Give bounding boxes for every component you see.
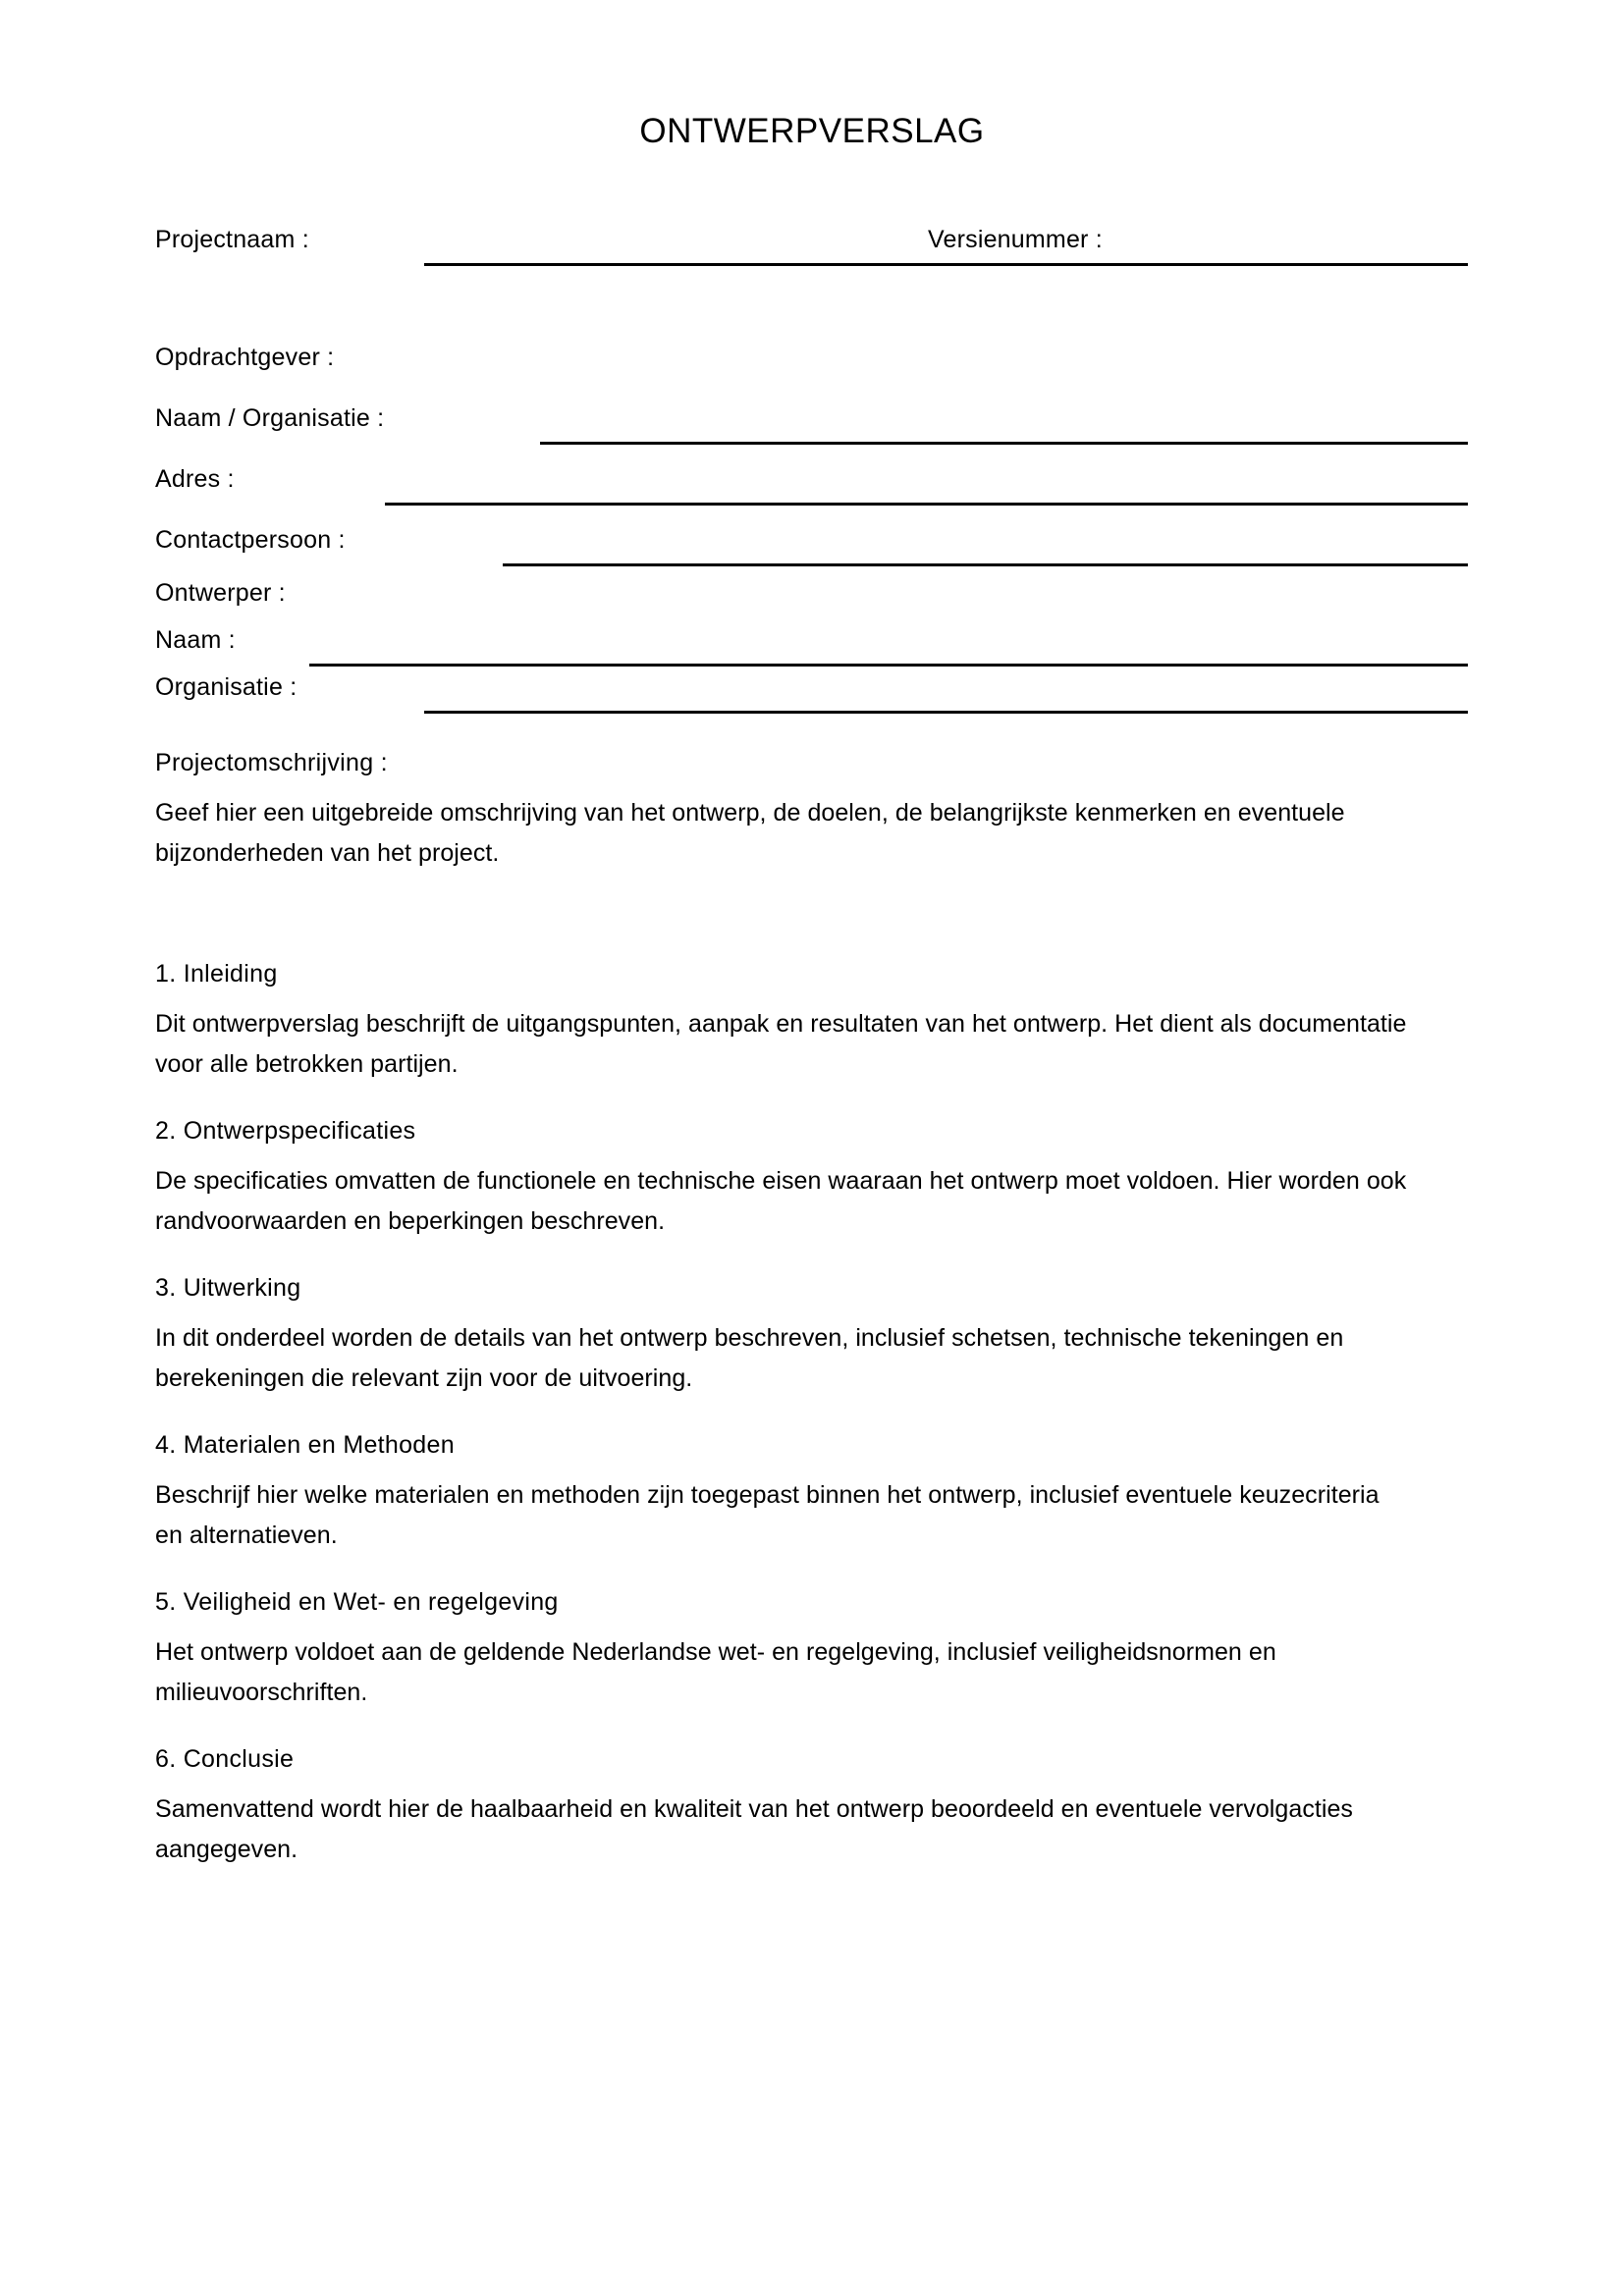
field-row-designer-organisation bbox=[155, 671, 1471, 717]
designer-organisation-label: Organisatie : bbox=[155, 673, 298, 701]
section-heading: 5. Veiligheid en Wet- en regelgeving bbox=[155, 1588, 559, 1616]
section-body: Beschrijf hier welke materialen en methoden zijn toegepast binnen het ontwerp, inclusief eventuele keuzecriteria en alternatieven. bbox=[155, 1481, 1380, 1549]
section-heading: 4. Materialen en Methoden bbox=[155, 1431, 455, 1459]
designer-section-heading: Ontwerper : bbox=[155, 579, 286, 607]
section-heading: 3. Uitwerking bbox=[155, 1274, 301, 1302]
section-body: In dit onderdeel worden de details van het ontwerp beschreven, inclusief schetsen, technische tekeningen en berekeningen die relevant zijn voor de uitvoering. bbox=[155, 1324, 1344, 1392]
project-name-label: Projectnaam : bbox=[155, 226, 309, 253]
section-heading: 1. Inleiding bbox=[155, 960, 278, 988]
version-number-label: Versienummer : bbox=[928, 226, 1103, 253]
project-description-block bbox=[155, 746, 1461, 874]
section-body: Samenvattend wordt hier de haalbaarheid en kwaliteit van het ontwerp beoordeeld en eventuele vervolgacties aangegeven. bbox=[155, 1795, 1353, 1863]
designer-organisation-input-rule[interactable] bbox=[424, 711, 1468, 714]
field-row-designer-name bbox=[155, 624, 1471, 669]
project-description-body: Geef hier een uitgebreide omschrijving van het ontwerp, de doelen, de belangrijkste kenmerken en eventuele bijzonderheden van het project. bbox=[155, 799, 1345, 867]
section-materialen-en-methoden bbox=[155, 1428, 1461, 1556]
field-row-client-name bbox=[155, 402, 1471, 448]
section-heading: 6. Conclusie bbox=[155, 1745, 295, 1773]
section-body: Het ontwerp voldoet aan de geldende Nederlandse wet- en regelgeving, inclusief veiligheidsnormen en milieuvoorschriften. bbox=[155, 1638, 1276, 1706]
client-section-heading: Opdrachtgever : bbox=[155, 344, 335, 371]
client-name-label: Naam / Organisatie : bbox=[155, 404, 385, 432]
section-uitwerking bbox=[155, 1271, 1461, 1399]
client-address-input-rule[interactable] bbox=[385, 503, 1468, 506]
designer-section-heading-row bbox=[155, 577, 1471, 622]
field-row-client-contact bbox=[155, 524, 1471, 569]
field-row-client-address bbox=[155, 463, 1471, 508]
designer-name-input-rule[interactable] bbox=[309, 664, 1468, 667]
client-section-heading-row bbox=[155, 342, 1471, 387]
section-veiligheid-en-regelgeving bbox=[155, 1585, 1461, 1713]
client-address-label: Adres : bbox=[155, 465, 235, 493]
client-contact-input-rule[interactable] bbox=[503, 563, 1468, 566]
project-name-input-rule[interactable] bbox=[424, 263, 1468, 266]
section-body: De specificaties omvatten de functionele en technische eisen waaraan het ontwerp moet voldoen. Hier worden ook randvoorwaarden en beperkingen beschreven. bbox=[155, 1167, 1407, 1235]
section-body: Dit ontwerpverslag beschrijft de uitgangspunten, aanpak en resultaten van het ontwerp. Het dient als documentatie voor alle betrokken partijen. bbox=[155, 1010, 1407, 1078]
section-inleiding bbox=[155, 957, 1461, 1085]
client-contact-label: Contactpersoon : bbox=[155, 526, 346, 554]
field-row-project-name bbox=[155, 224, 1471, 269]
client-name-input-rule[interactable] bbox=[540, 442, 1468, 445]
section-conclusie bbox=[155, 1742, 1461, 1870]
page-title: ONTWERPVERSLAG bbox=[639, 112, 985, 150]
designer-name-label: Naam : bbox=[155, 626, 236, 654]
project-description-heading: Projectomschrijving : bbox=[155, 749, 388, 776]
section-ontwerpspecificaties bbox=[155, 1114, 1461, 1242]
section-heading: 2. Ontwerpspecificaties bbox=[155, 1117, 416, 1145]
